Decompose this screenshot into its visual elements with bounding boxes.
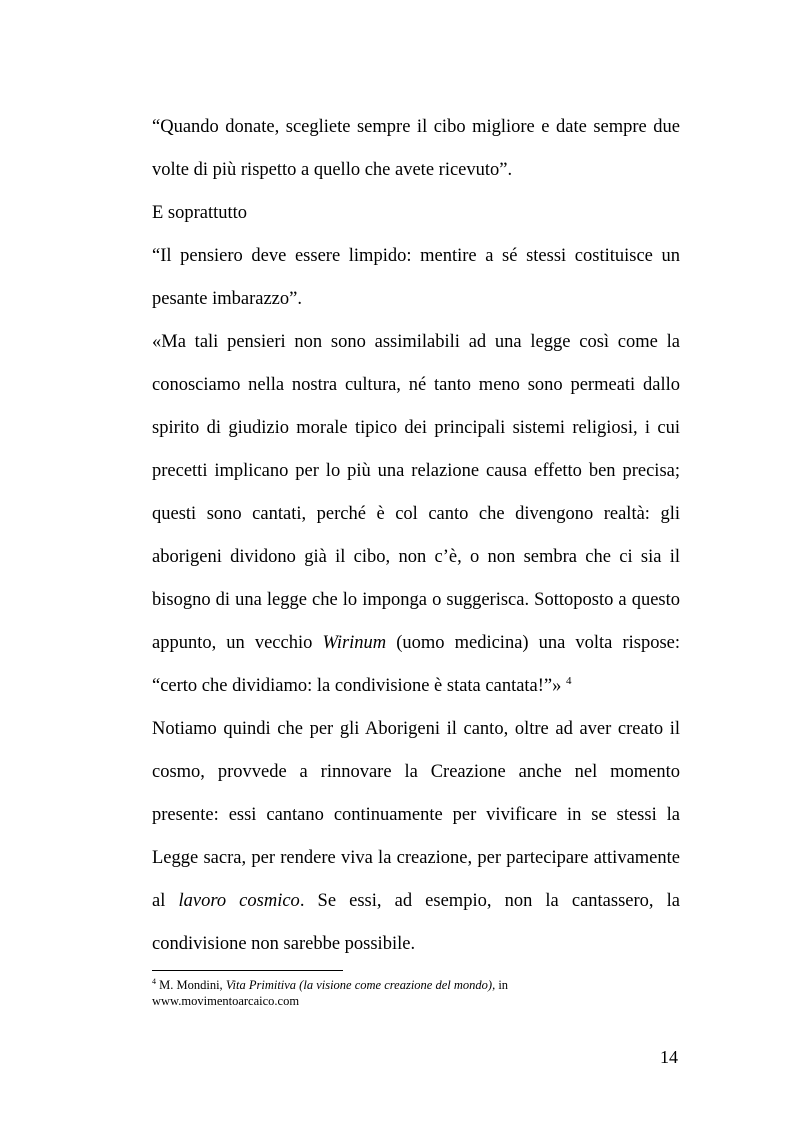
footnote-in: in [498,978,509,992]
body-line-7: conosciamo nella nostra cultura, né tanto meno sono permeati dallo [152,375,680,395]
wirinum-italic: Wirinum [322,633,387,653]
body-line-14 [152,675,680,697]
body-line-16: cosmo, provvede a rinnovare la Creazione anche nel momento [152,762,680,782]
body-line-19 [152,890,680,912]
footnote-number: 4 [152,976,156,986]
footnote-title: Vita Primitiva (la visione come creazione del mondo), [225,978,496,992]
footnote-reference: 4 [566,674,572,687]
cosmico-after: . Se essi, ad esempio, non la cantassero, la [299,891,680,911]
body-line-15: Notiamo quindi che per gli Aborigeni il canto, oltre ad aver creato il [152,719,680,739]
body-line-6: «Ma tali pensieri non sono assimilabili ad una legge così come la [152,332,680,352]
body-line-4: “Il pensiero deve essere limpido: mentire a sé stessi costituisce un [152,246,680,266]
appunto-before: appunto, un vecchio [152,633,313,653]
quote-end: “certo che dividiamo: la condivisione è stata cantata!”» [152,676,562,696]
body-line-17: presente: essi cantano continuamente per vivificare in se stessi la [152,805,680,825]
body-line-9: precetti implicano per lo più una relazione causa effetto ben precisa; [152,461,680,481]
body-line-8: spirito di giudizio morale tipico dei principali sistemi religiosi, i cui [152,418,680,438]
footnote-url: www.movimentoarcaico.com [152,994,300,1008]
footnote-line-1 [152,978,508,993]
body-line-18: Legge sacra, per rendere viva la creazione, per partecipare attivamente [152,848,680,868]
body-line-5: pesante imbarazzo”. [152,289,302,309]
body-line-3: E soprattutto [152,203,248,223]
body-line-11: aborigeni dividono già il cibo, non c’è, o non sembra che ci sia il [152,547,680,567]
body-line-13 [152,632,680,654]
page-number: 14 [660,1047,678,1067]
footnote-author: M. Mondini, [159,978,223,992]
body-line-12: bisogno di una legge che lo imponga o suggerisca. Sottoposto a questo [152,590,680,610]
body-line-20: condivisione non sarebbe possibile. [152,934,416,954]
appunto-after: (uomo medicina) una volta rispose: [396,633,680,653]
cosmico-before: al [152,891,166,911]
footnote-separator [152,970,343,971]
lavoro-cosmico-italic: lavoro cosmico [178,891,300,911]
body-line-10: questi sono cantati, perché è col canto che divengono realtà: gli [152,504,680,524]
body-line-1: “Quando donate, scegliete sempre il cibo migliore e date sempre due [152,117,680,137]
body-line-2: volte di più rispetto a quello che avete ricevuto”. [152,160,513,180]
